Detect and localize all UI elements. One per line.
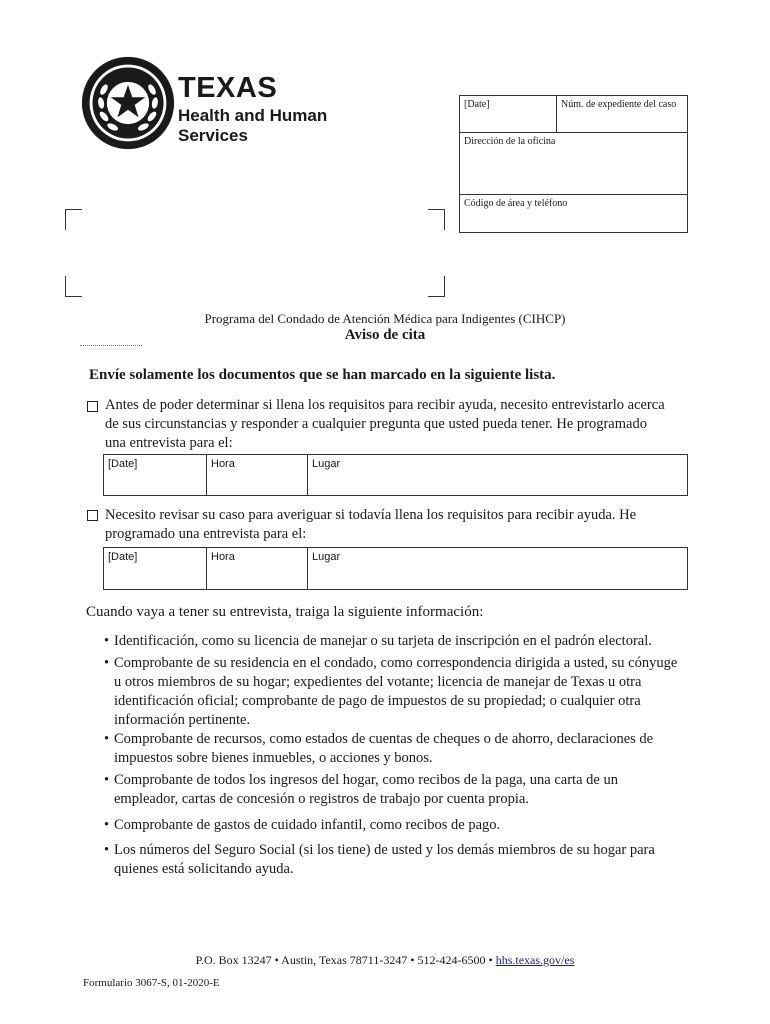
bullet: • bbox=[104, 731, 110, 747]
list-item bbox=[104, 730, 684, 768]
divider bbox=[80, 345, 142, 348]
bring-intro: Cuando vaya a tener su entrevista, traiga la siguiente información: bbox=[86, 604, 484, 620]
interview-checkbox[interactable] bbox=[87, 401, 98, 412]
address-window-corner bbox=[428, 209, 445, 230]
date-field[interactable]: [Date] bbox=[459, 95, 557, 133]
bullet: • bbox=[104, 817, 110, 833]
interview-text: Antes de poder determinar si llena los requisitos para recibir ayuda, necesito entrevistarlo acerca de sus circunstancias y responder a cualquier pregunta que usted pueda tener. He programado una entrevista para el: bbox=[105, 397, 665, 451]
bullet: • bbox=[104, 633, 110, 649]
review-time-field[interactable]: Hora bbox=[206, 547, 308, 590]
logo-line3: Services bbox=[178, 126, 248, 145]
list-item bbox=[104, 816, 684, 835]
list-item-text: Identificación, como su licencia de manejar o su tarjeta de inscripción en el padrón electoral. bbox=[114, 633, 652, 649]
bullet: • bbox=[104, 655, 110, 671]
list-item bbox=[104, 654, 684, 730]
logo-line2: Health and Human bbox=[178, 106, 328, 125]
interview-date-field[interactable]: [Date] bbox=[103, 454, 207, 496]
logo-texas: TEXAS bbox=[178, 72, 278, 104]
interview-place-field[interactable]: Lugar bbox=[307, 454, 688, 496]
form-number: Formulario 3067-S, 01-2020-E bbox=[83, 977, 220, 989]
list-item-text: Comprobante de todos los ingresos del hogar, como recibos de la paga, una carta de un empleador, cartas de concesión o registros de trabajo por cuenta propia. bbox=[114, 772, 618, 807]
review-date-field[interactable]: [Date] bbox=[103, 547, 207, 590]
case-number-field[interactable]: Núm. de expediente del caso bbox=[556, 95, 688, 133]
footer bbox=[0, 953, 770, 968]
list-item bbox=[104, 771, 684, 809]
list-item-text: Comprobante de su residencia en el condado, como correspondencia dirigida a usted, su cónyuge u otros miembros de su hogar; expedientes del votante; licencia de manejar de Texas u otra identificación oficial; comprobante de pago de impuestos de su propiedad; o cualquier otra información pertinente. bbox=[114, 655, 678, 728]
address-window-corner bbox=[65, 209, 82, 230]
interview-time-field[interactable]: Hora bbox=[206, 454, 308, 496]
instructions: Envíe solamente los documentos que se han marcado en la siguiente lista. bbox=[89, 367, 556, 383]
review-checkbox[interactable] bbox=[87, 510, 98, 521]
list-item-text: Comprobante de recursos, como estados de cuentas de cheques o de ahorro, declaraciones de impuestos sobre bienes inmuebles, o acciones y bonos. bbox=[114, 731, 654, 766]
footer-address: P.O. Box 13247 • Austin, Texas 78711-3247 • 512-424-6500 • bbox=[195, 953, 496, 967]
office-address-field[interactable]: Dirección de la oficina bbox=[459, 132, 688, 195]
bullet: • bbox=[104, 842, 110, 858]
review-place-field[interactable]: Lugar bbox=[307, 547, 688, 590]
phone-field[interactable]: Código de área y teléfono bbox=[459, 194, 688, 233]
page-title: Aviso de cita bbox=[344, 327, 426, 343]
list-item bbox=[104, 632, 684, 651]
texas-seal-icon bbox=[80, 55, 176, 151]
program-name: Programa del Condado de Atención Médica para Indigentes (CIHCP) bbox=[204, 311, 566, 326]
list-item bbox=[104, 841, 684, 879]
website-link[interactable]: hhs.texas.gov/es bbox=[495, 953, 575, 967]
address-window-corner bbox=[65, 276, 82, 297]
list-item-text: Los números del Seguro Social (si los tiene) de usted y los demás miembros de su hogar para quienes está solicitando ayuda. bbox=[114, 842, 655, 877]
review-text: Necesito revisar su caso para averiguar si todavía llena los requisitos para recibir ayuda. He programado una entrevista para el: bbox=[105, 507, 637, 542]
bullet: • bbox=[104, 772, 110, 788]
address-window-corner bbox=[428, 276, 445, 297]
list-item-text: Comprobante de gastos de cuidado infantil, como recibos de pago. bbox=[114, 817, 501, 833]
